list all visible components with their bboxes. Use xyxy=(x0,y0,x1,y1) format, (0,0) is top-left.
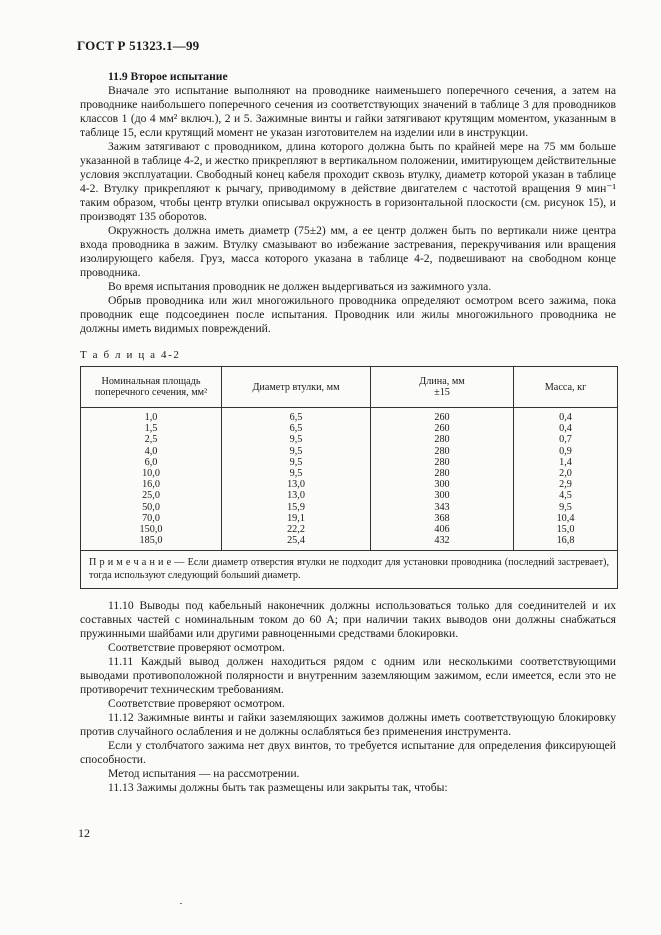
table-row xyxy=(81,446,618,457)
section-title: 11.9 Второе испытание xyxy=(108,70,228,83)
paragraph: Зажим затягивают с проводником, длина которого должна быть по крайней мере на 75 мм больше указанной в таблице 4-2, и жестко прикрепляют в вертикальном положении, имитирующем действительные условия эксплуатации. Свободный конец кабеля проходит сквозь втулку, диаметр которой указан в таблице 4-2. Втулку прикрепляют к рычагу, приводимому в действие двигателем с частотой вращения 9 мин⁻¹ таким образом, чтобы центр втулки описывал окружность в горизонтальной плоскости (см. рисунок 15), и производят 135 оборотов. xyxy=(80,140,616,223)
paragraph: Окружность должна иметь диаметр (75±2) мм, а ее центр должен быть по вертикали ниже центра входа проводника в зажим. Втулку смазывают во избежание застревания, перекручивания или вращения изолирующего кабеля. Груз, масса которого указана в таблице 4-2, подвешивают на свободном конце проводника. xyxy=(80,224,616,279)
table-cell: 280 xyxy=(371,434,514,445)
table-cell: 2,5 xyxy=(81,434,222,445)
column-header-mass: Масса, кг xyxy=(514,367,618,408)
table-cell: 9,5 xyxy=(222,434,371,445)
table-cell: 280 xyxy=(371,457,514,468)
table-row xyxy=(81,524,618,535)
table-cell: 16,8 xyxy=(514,535,618,551)
table-cell: 9,5 xyxy=(222,468,371,479)
table-cell: 4,0 xyxy=(81,446,222,457)
table-cell: 25,0 xyxy=(81,490,222,501)
table-cell: 343 xyxy=(371,502,514,513)
table-cell: 6,0 xyxy=(81,457,222,468)
table-cell: 50,0 xyxy=(81,502,222,513)
table-cell: 13,0 xyxy=(222,479,371,490)
table-cell: 13,0 xyxy=(222,490,371,501)
following-clauses xyxy=(80,599,616,795)
table-cell: 1,5 xyxy=(81,423,222,434)
table-cell: 300 xyxy=(371,479,514,490)
paragraph: Обрыв проводника или жил многожильного проводника определяют осмотром всего зажима, пока проводник еще подсоединен после испытания. Проводник или жилы многожильного проводника не должны иметь видимых повреждений. xyxy=(80,294,616,335)
table-cell: 4,5 xyxy=(514,490,618,501)
table-cell: 368 xyxy=(371,513,514,524)
table-caption: Т а б л и ц а 4-2 xyxy=(80,349,181,361)
table-cell: 2,0 xyxy=(514,468,618,479)
paragraph: Соответствие проверяют осмотром. xyxy=(108,697,285,711)
table-cell: 185,0 xyxy=(81,535,222,551)
table-cell: 2,9 xyxy=(514,479,618,490)
paragraph: Во время испытания проводник не должен выдергиваться из зажимного узла. xyxy=(108,280,492,293)
table-cell: 6,5 xyxy=(222,423,371,434)
table-cell: 0,9 xyxy=(514,446,618,457)
table-cell: 1,0 xyxy=(81,408,222,424)
table-cell: 9,5 xyxy=(222,446,371,457)
document-body xyxy=(80,70,616,795)
paragraph: Если у столбчатого зажима нет двух винтов, то требуется испытание для определения фиксирующей способности. xyxy=(80,739,616,767)
table-cell: 25,4 xyxy=(222,535,371,551)
table-row xyxy=(81,457,618,468)
paragraph: 11.12 Зажимные винты и гайки заземляющих зажимов должны иметь соответствующую блокировку против случайного ослабления и не должны ослабляться без применения инструмента. xyxy=(80,711,616,739)
paragraph: Вначале это испытание выполняют на проводнике наименьшего поперечного сечения, а затем на проводнике наибольшего поперечного сечения из соответствующих значений в таблице 3 для проводников классов 1 (до 4 мм² включ.), 2 и 5. Зажимные винты и гайки затягивают крутящим моментом, указанным в таблице 15, если крутящий момент не указан изготовителем на изделии или в инструкции. xyxy=(80,84,616,139)
paragraph: 11.13 Зажимы должны быть так размещены или закрыты так, чтобы: xyxy=(108,781,448,795)
scan-speck xyxy=(180,903,182,904)
column-header-length xyxy=(371,367,514,408)
table-cell: 70,0 xyxy=(81,513,222,524)
table-row xyxy=(81,468,618,479)
table-cell: 150,0 xyxy=(81,524,222,535)
table-note: П р и м е ч а н и е — Если диаметр отверстия втулки не подходит для установки проводника (последний застревает), тогда используют следующий больший диаметр. xyxy=(81,551,618,589)
table-row xyxy=(81,408,618,424)
table-cell: 0,7 xyxy=(514,434,618,445)
paragraph: Соответствие проверяют осмотром. xyxy=(108,641,285,655)
table-cell: 280 xyxy=(371,446,514,457)
paragraph: 11.11 Каждый вывод должен находиться рядом с одним или несколькими соответствующими выводами противоположной полярности и внутренним заземляющим зажимом, если имеется, если это не противоречит техническим требованиям. xyxy=(80,655,616,697)
table-cell: 9,5 xyxy=(514,502,618,513)
table-cell: 260 xyxy=(371,423,514,434)
paragraph: Метод испытания — на рассмотрении. xyxy=(108,767,300,781)
table-row xyxy=(81,502,618,513)
table-note-row xyxy=(81,551,618,589)
table-row xyxy=(81,513,618,524)
table-cell: 280 xyxy=(371,468,514,479)
table-row xyxy=(81,535,618,551)
column-header-length-tolerance: ±15 xyxy=(434,387,450,398)
column-header-area: Номинальная площадь поперечного сечения, мм² xyxy=(81,367,222,408)
table-cell: 15,9 xyxy=(222,502,371,513)
table-row xyxy=(81,479,618,490)
paragraph: 11.10 Выводы под кабельный наконечник должны использоваться только для соединителей и их составных частей с номинальным током до 60 А; при наличии таких выводов они должны снабжаться пружинными шайбами или другими равноценными средствами блокировки. xyxy=(80,599,616,641)
page-number: 12 xyxy=(78,826,90,840)
column-header-length-label: Длина, мм xyxy=(419,376,465,387)
table-cell: 1,4 xyxy=(514,457,618,468)
table-cell: 22,2 xyxy=(222,524,371,535)
table-cell: 0,4 xyxy=(514,408,618,424)
table-row xyxy=(81,490,618,501)
table-row xyxy=(81,423,618,434)
table-header-row xyxy=(81,367,618,408)
data-table xyxy=(80,366,618,589)
column-header-diameter: Диаметр втулки, мм xyxy=(222,367,371,408)
table-cell: 300 xyxy=(371,490,514,501)
table-cell: 6,5 xyxy=(222,408,371,424)
table-cell: 19,1 xyxy=(222,513,371,524)
table-cell: 9,5 xyxy=(222,457,371,468)
document-header: ГОСТ Р 51323.1—99 xyxy=(77,38,200,53)
table-cell: 432 xyxy=(371,535,514,551)
table-cell: 10,4 xyxy=(514,513,618,524)
table-cell: 260 xyxy=(371,408,514,424)
table-cell: 15,0 xyxy=(514,524,618,535)
table-row xyxy=(81,434,618,445)
table-cell: 16,0 xyxy=(81,479,222,490)
table-cell: 0,4 xyxy=(514,423,618,434)
table-cell: 10,0 xyxy=(81,468,222,479)
table-cell: 406 xyxy=(371,524,514,535)
